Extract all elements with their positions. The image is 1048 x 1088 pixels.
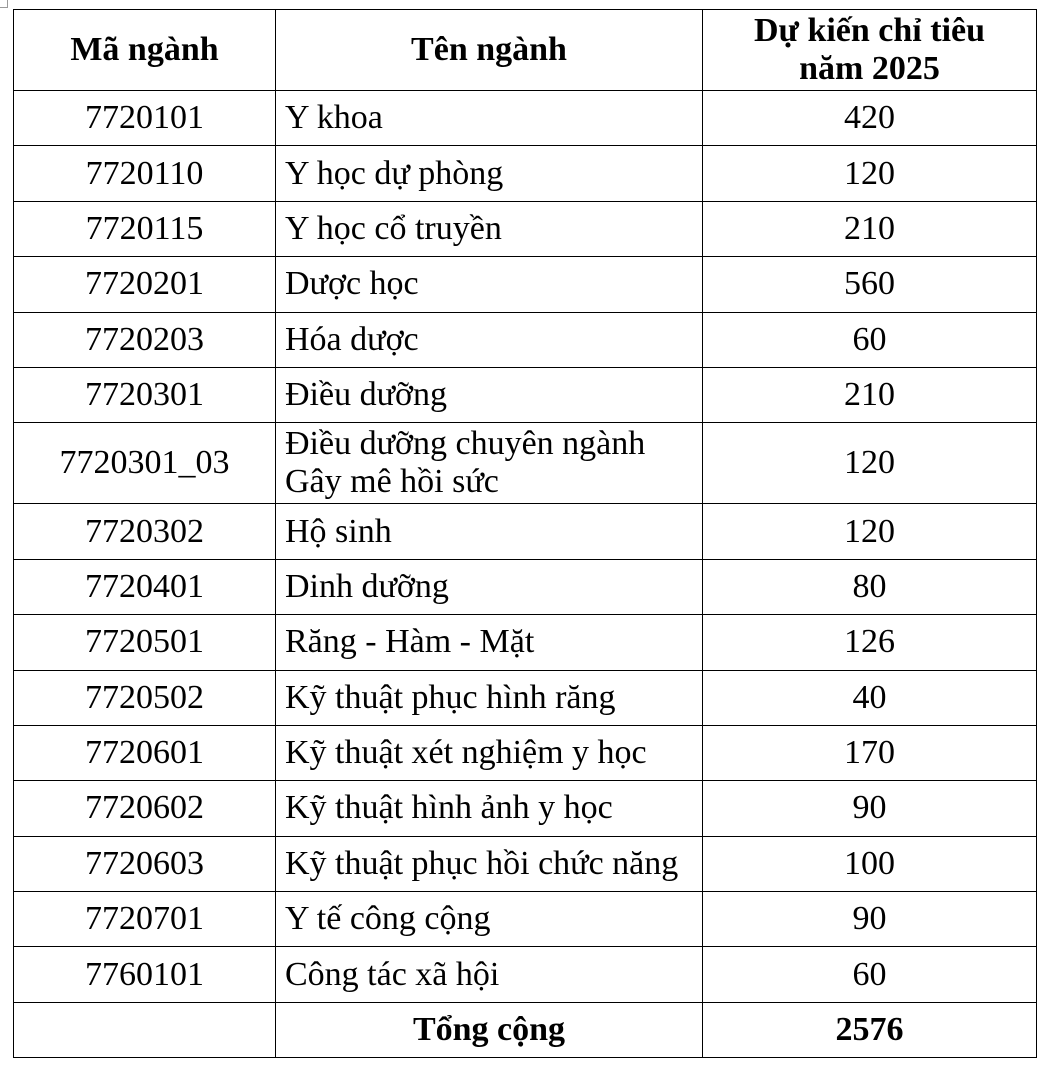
quota-cell: 80 <box>703 559 1037 614</box>
major-code-cell: 7720101 <box>14 91 276 146</box>
quota-cell: 170 <box>703 725 1037 780</box>
major-code-cell: 7720401 <box>14 559 276 614</box>
major-name-cell: Dược học <box>276 257 703 312</box>
quota-cell: 90 <box>703 781 1037 836</box>
major-name-line1: Điều dưỡng chuyên ngành <box>285 425 646 463</box>
major-code-cell: 7720601 <box>14 725 276 780</box>
header-expected-quota-line2: năm 2025 <box>799 50 940 87</box>
table-row <box>14 781 1037 836</box>
admission-quota-table <box>13 9 1037 1058</box>
major-code-cell: 7720110 <box>14 146 276 201</box>
quota-cell: 420 <box>703 91 1037 146</box>
table-row <box>14 836 1037 891</box>
quota-cell: 120 <box>703 504 1037 559</box>
major-code-cell: 7720701 <box>14 892 276 947</box>
major-code-cell: 7720502 <box>14 670 276 725</box>
quota-cell: 210 <box>703 201 1037 256</box>
major-code-cell: 7720201 <box>14 257 276 312</box>
major-name-cell: Dinh dưỡng <box>276 559 703 614</box>
header-major-name: Tên ngành <box>276 10 703 91</box>
major-code-cell: 7760101 <box>14 947 276 1002</box>
major-code-cell: 7720602 <box>14 781 276 836</box>
table-row <box>14 91 1037 146</box>
table-row <box>14 367 1037 422</box>
quota-cell: 560 <box>703 257 1037 312</box>
quota-cell: 120 <box>703 146 1037 201</box>
table-row <box>14 947 1037 1002</box>
quota-cell: 60 <box>703 312 1037 367</box>
major-code-cell: 7720301 <box>14 367 276 422</box>
quota-cell: 100 <box>703 836 1037 891</box>
total-empty-cell <box>14 1002 276 1057</box>
table-row <box>14 201 1037 256</box>
quota-cell: 60 <box>703 947 1037 1002</box>
major-name-cell: Y học cổ truyền <box>276 201 703 256</box>
table-row <box>14 146 1037 201</box>
table-row <box>14 892 1037 947</box>
header-expected-quota-line1: Dự kiến chỉ tiêu <box>753 12 986 49</box>
major-name-cell: Kỹ thuật xét nghiệm y học <box>276 725 703 780</box>
major-code-cell: 7720302 <box>14 504 276 559</box>
table-row <box>14 312 1037 367</box>
major-name-cell: Hộ sinh <box>276 504 703 559</box>
table-row <box>14 504 1037 559</box>
major-name-cell: Kỹ thuật hình ảnh y học <box>276 781 703 836</box>
major-name-cell: Y khoa <box>276 91 703 146</box>
major-code-cell: 7720115 <box>14 201 276 256</box>
major-name-cell <box>276 423 703 504</box>
quota-cell: 90 <box>703 892 1037 947</box>
major-name-cell: Răng - Hàm - Mặt <box>276 615 703 670</box>
table-row <box>14 725 1037 780</box>
major-name-cell: Kỹ thuật phục hồi chức năng <box>276 836 703 891</box>
quota-cell: 126 <box>703 615 1037 670</box>
header-major-code: Mã ngành <box>14 10 276 91</box>
quota-cell: 120 <box>703 423 1037 504</box>
header-row <box>14 10 1037 91</box>
major-code-cell: 7720301_03 <box>14 423 276 504</box>
total-label: Tổng cộng <box>276 1002 703 1057</box>
major-name-cell: Công tác xã hội <box>276 947 703 1002</box>
quota-cell: 40 <box>703 670 1037 725</box>
major-name-cell: Y học dự phòng <box>276 146 703 201</box>
table-row <box>14 257 1037 312</box>
major-name-cell: Hóa dược <box>276 312 703 367</box>
table-row <box>14 423 1037 504</box>
major-code-cell: 7720203 <box>14 312 276 367</box>
header-expected-quota <box>703 10 1037 91</box>
table-row <box>14 670 1037 725</box>
major-code-cell: 7720501 <box>14 615 276 670</box>
major-name-line2: Gây mê hồi sức <box>285 463 499 501</box>
major-name-cell: Kỹ thuật phục hình răng <box>276 670 703 725</box>
total-value: 2576 <box>703 1002 1037 1057</box>
quota-cell: 210 <box>703 367 1037 422</box>
major-name-cell: Y tế công cộng <box>276 892 703 947</box>
major-name-cell: Điều dưỡng <box>276 367 703 422</box>
total-row <box>14 1002 1037 1057</box>
table-row <box>14 559 1037 614</box>
corner-crop-mark <box>0 0 8 8</box>
major-code-cell: 7720603 <box>14 836 276 891</box>
table-row <box>14 615 1037 670</box>
